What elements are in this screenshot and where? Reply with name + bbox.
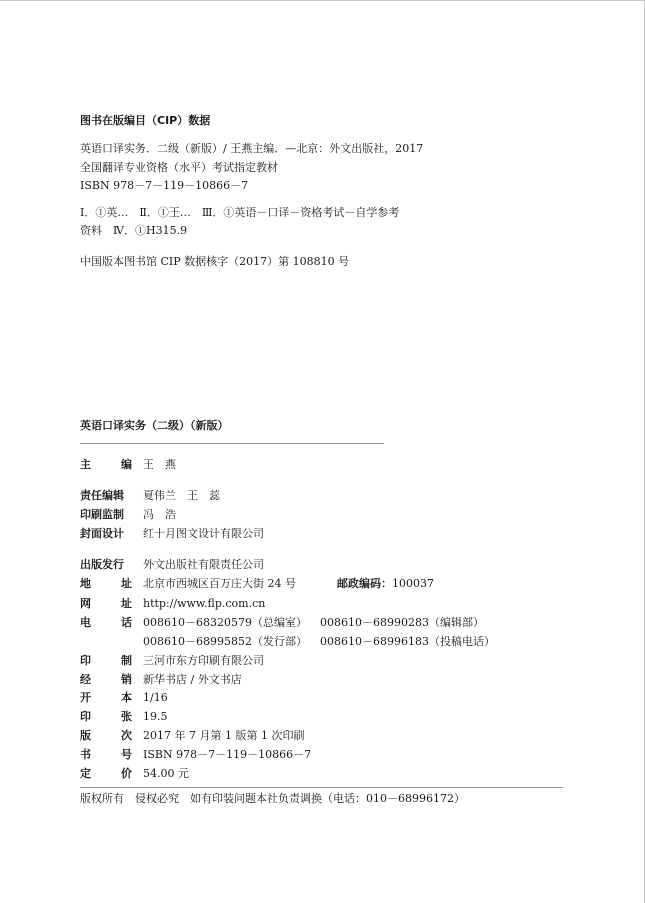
chief-editor-label: 主 编 [80,458,132,471]
phone-submissions: 008610－68996183（投稿电话） [320,635,495,648]
print-supervisor-label: 印刷监制 [80,508,124,521]
chief-editor-value: 王 燕 [143,458,176,471]
phone-label: 电 话 [80,616,132,629]
footer-divider [80,787,563,788]
phone-editorial-dept: 008610－68990283（编辑部） [320,616,484,629]
cover-design-value: 红十月图文设计有限公司 [143,527,264,540]
cip-line-2: 全国翻译专业资格（水平）考试指定教材 [80,161,278,174]
website-value: http://www.flp.com.cn [143,597,266,610]
print-supervisor-value: 冯 浩 [143,508,176,521]
page-top-border [0,0,645,1]
edition-label: 版 次 [80,729,132,742]
isbn-label: 书 号 [80,748,132,761]
postcode [337,578,434,589]
responsible-editor-value: 夏伟兰 王 蕊 [143,489,220,502]
cip-line-4: Ⅰ．①英… Ⅱ．①王… Ⅲ．①英语－口译－资格考试－自学参考 [80,206,400,219]
responsible-editor-label: 责任编辑 [80,489,124,502]
sheets-value: 19.5 [143,710,168,723]
postcode-value: 100037 [392,577,434,590]
cip-heading: 图书在版编目（CIP）数据 [80,114,211,127]
sheets-label: 印 张 [80,710,132,723]
postcode-label: 邮政编码： [337,577,392,590]
phone-distribution: 008610－68995852（发行部） [143,635,307,648]
cip-line-5: 资料 Ⅳ．①H315.9 [80,224,188,237]
cover-design-label: 封面设计 [80,527,124,540]
printer-value: 三河市东方印刷有限公司 [143,654,264,667]
phone-editorial-office: 008610－68320579（总编室） [143,616,307,629]
isbn-value: ISBN 978－7－119－10866－7 [143,748,312,761]
address-label: 地 址 [80,577,132,590]
edition-value: 2017 年 7 月第 1 版第 1 次印刷 [143,729,305,742]
distributor-value: 新华书店 / 外文书店 [143,673,242,686]
cip-line-3: ISBN 978－7－119－10866－7 [80,179,249,192]
price-label: 定 价 [80,767,132,780]
publisher-label: 出版发行 [80,558,124,571]
cip-line-1: 英语口译实务．二级（新版）/ 王燕主编．—北京：外文出版社，2017 [80,142,424,155]
website-label: 网 址 [80,597,132,610]
format-label: 开 本 [80,691,132,704]
cip-line-6: 中国版本图书馆 CIP 数据核字（2017）第 108810 号 [80,255,350,268]
distributor-label: 经 销 [80,673,132,686]
book-title: 英语口译实务（二级）（新版） [80,419,229,432]
title-divider [80,443,384,444]
address-value: 北京市西城区百万庄大街 24 号 [143,577,296,590]
copyright-notice: 版权所有 侵权必究 如有印装问题本社负责调换（电话：010－68996172） [80,792,465,805]
printer-label: 印 制 [80,654,132,667]
price-value: 54.00 元 [143,767,189,780]
format-value: 1/16 [143,691,168,704]
publisher-value: 外文出版社有限责任公司 [143,558,264,571]
